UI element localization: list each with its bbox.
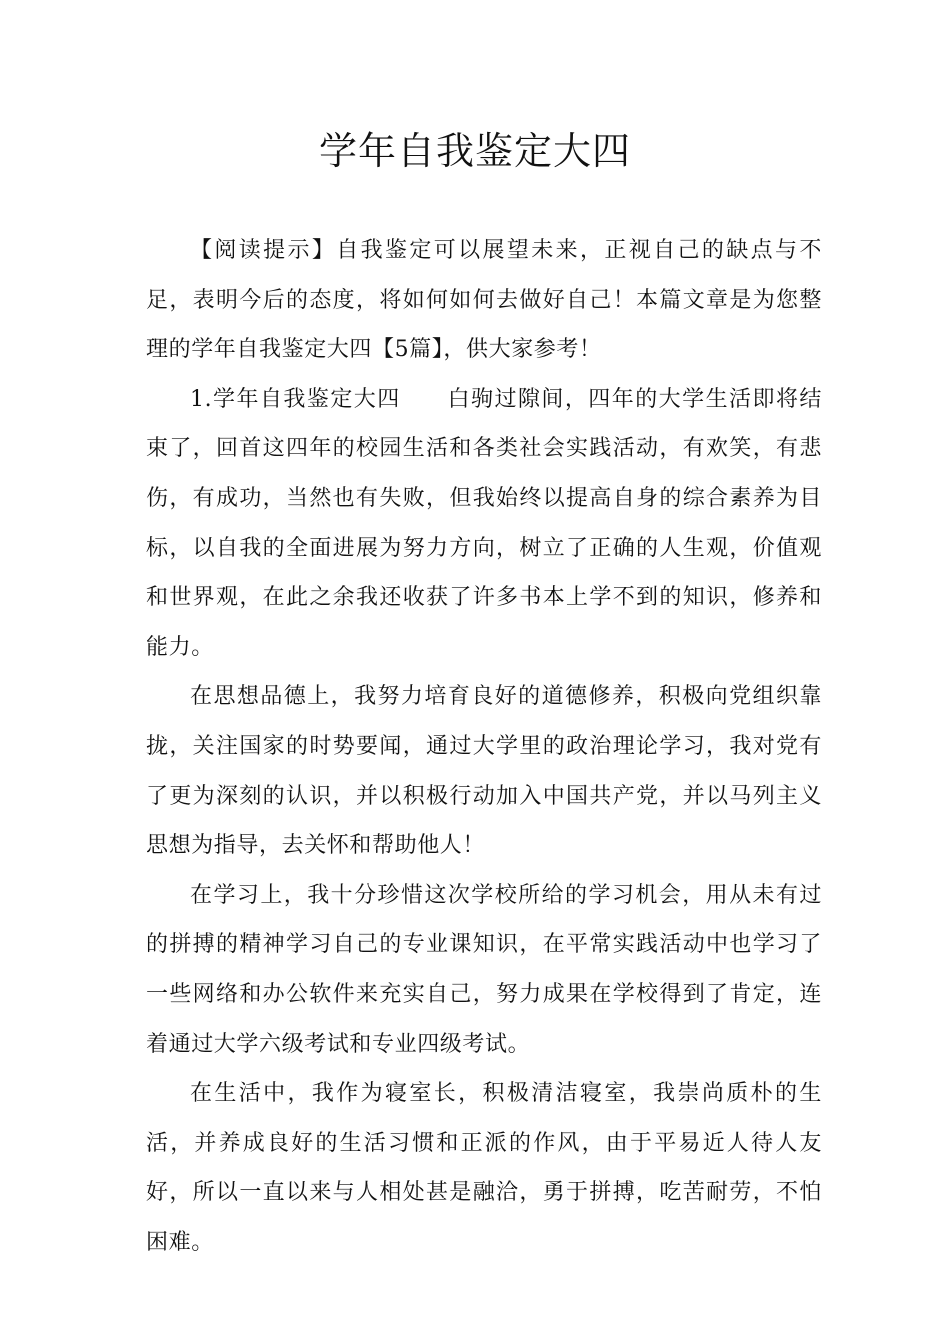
paragraph-reading-tip: 【阅读提示】自我鉴定可以展望未来，正视自己的缺点与不足，表明今后的态度，将如何如何去做好自己！本篇文章是为您整理的学年自我鉴定大四【5篇】，供大家参考！ bbox=[146, 238, 822, 363]
paragraph-moral-character: 在思想品德上，我努力培育良好的道德修养，积极向党组织靠拢，关注国家的时势要闻，通过大学里的政治理论学习，我对党有了更为深刻的认识，并以积极行动加入中国共产党，并以马列主义思想为指导，去关怀和帮助他人！ bbox=[146, 684, 822, 859]
paragraph-life: 在生活中，我作为寝室长，积极清洁寝室，我崇尚质朴的生活，并养成良好的生活习惯和正派的作风，由于平易近人待人友好，所以一直以来与人相处甚是融洽，勇于拼搏，吃苦耐劳，不怕困难。 bbox=[146, 1081, 822, 1255]
document-title: 学年自我鉴定大四 bbox=[318, 129, 631, 173]
document-body bbox=[146, 226, 822, 1267]
paragraph-section-1-intro: 1.学年自我鉴定大四 白驹过隙间，四年的大学生活即将结束了，回首这四年的校园生活和各类社会实践活动，有欢笑，有悲伤，有成功，当然也有失败，但我始终以提高自身的综合素养为目标，以自我的全面进展为努力方向，树立了正确的人生观，价值观和世界观，在此之余我还收获了许多书本上学不到的知识，修养和能力。 bbox=[146, 386, 822, 660]
paragraph-study: 在学习上，我十分珍惜这次学校所给的学习机会，用从未有过的拼搏的精神学习自己的专业课知识，在平常实践活动中也学习了一些网络和办公软件来充实自己，努力成果在学校得到了肯定，连着通过大学六级考试和专业四级考试。 bbox=[146, 882, 822, 1057]
